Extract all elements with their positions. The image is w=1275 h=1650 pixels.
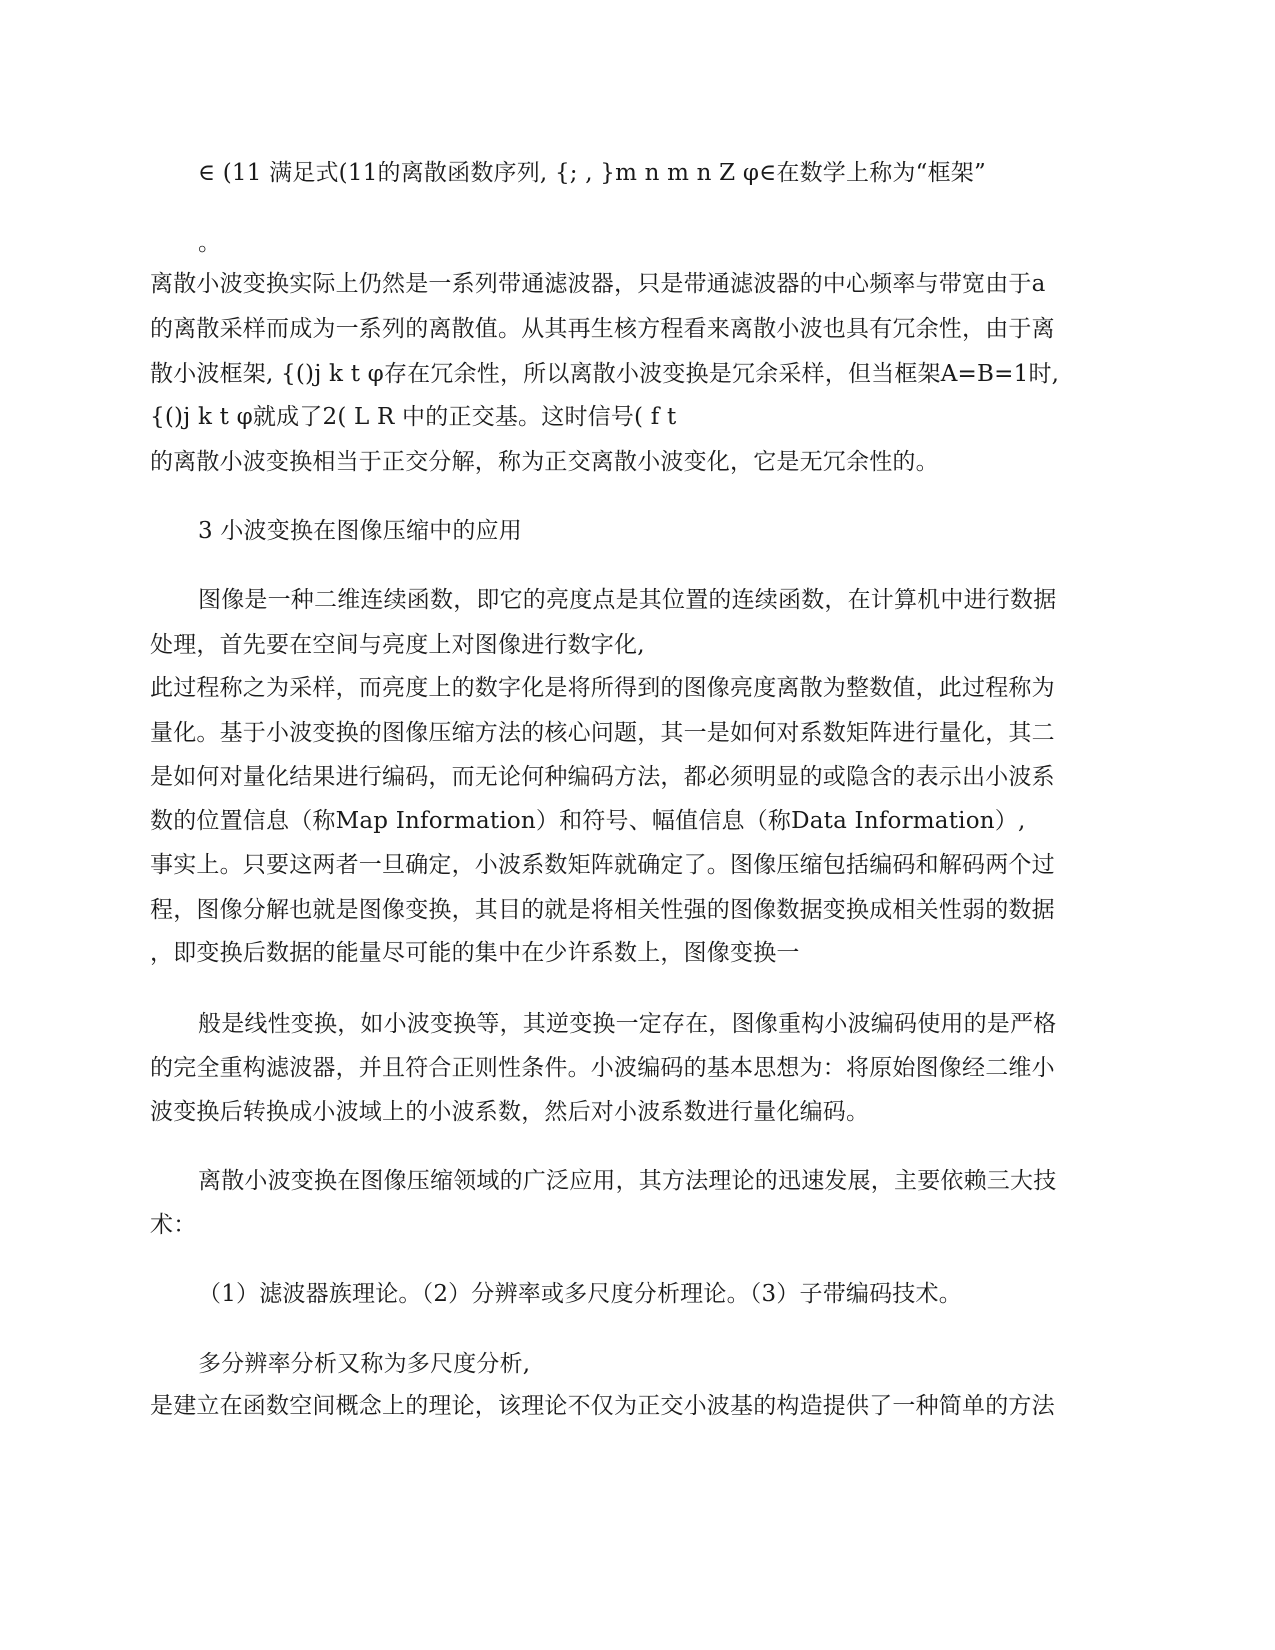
- text-line: 数的位置信息（称Map Information）和符号、幅值信息（称Data Information）,: [150, 808, 1026, 834]
- text-line: 是如何对量化结果进行编码，而无论何种编码方法，都必须明显的或隐含的表示出小波系: [150, 764, 1055, 790]
- text-line: 图像是一种二维连续函数，即它的亮度点是其位置的连续函数，在计算机中进行数据: [198, 587, 1057, 613]
- text-line: 离散小波变换实际上仍然是一系列带通滤波器，只是带通滤波器的中心频率与带宽由于a: [150, 271, 1046, 297]
- text-line: 多分辨率分析又称为多尺度分析,: [198, 1351, 531, 1377]
- text-line: 事实上。只要这两者一旦确定，小波系数矩阵就确定了。图像压缩包括编码和解码两个过: [150, 852, 1055, 878]
- text-line: 。: [198, 230, 222, 256]
- text-line: 的离散小波变换相当于正交分解，称为正交离散小波变化，它是无冗余性的。: [150, 449, 939, 475]
- text-line: 的完全重构滤波器，并且符合正则性条件。小波编码的基本思想为：将原始图像经二维小: [150, 1055, 1055, 1081]
- text-line: 离散小波变换在图像压缩领域的广泛应用，其方法理论的迅速发展，主要依赖三大技: [198, 1168, 1057, 1194]
- text-line: 的离散采样而成为一系列的离散值。从其再生核方程看来离散小波也具有冗余性，由于离: [150, 316, 1055, 342]
- text-line: 此过程称之为采样，而亮度上的数字化是将所得到的图像亮度离散为整数值，此过程称为: [150, 675, 1055, 701]
- text-line: 散小波框架, {()j k t φ存在冗余性，所以离散小波变换是冗余采样，但当框架A=B=1时,: [150, 361, 1060, 387]
- text-line: 处理，首先要在空间与亮度上对图像进行数字化,: [150, 632, 645, 658]
- text-line: ，即变换后数据的能量尽可能的集中在少许系数上，图像变换一: [150, 940, 800, 966]
- text-line: （1）滤波器族理论。（2）分辨率或多尺度分析理论。（3）子带编码技术。: [198, 1281, 962, 1307]
- text-line: 术：: [150, 1212, 197, 1238]
- text-line: 波变换后转换成小波域上的小波系数，然后对小波系数进行量化编码。: [150, 1099, 870, 1125]
- text-line: {()j k t φ就成了2( L R 中的正交基。这时信号( f t: [150, 404, 677, 430]
- text-line: 量化。基于小波变换的图像压缩方法的核心问题，其一是如何对系数矩阵进行量化，其二: [150, 720, 1055, 746]
- text-line: 是建立在函数空间概念上的理论，该理论不仅为正交小波基的构造提供了一种简单的方法: [150, 1393, 1055, 1419]
- text-line: 程，图像分解也就是图像变换，其目的就是将相关性强的图像数据变换成相关性弱的数据: [150, 897, 1055, 923]
- section-heading: 3 小波变换在图像压缩中的应用: [198, 518, 522, 544]
- text-line: 般是线性变换，如小波变换等，其逆变换一定存在，图像重构小波编码使用的是严格: [198, 1011, 1057, 1037]
- text-line: ∈ (11 满足式(11的离散函数序列, {; , }m n m n Z φ∈在数学上称为“框架”: [198, 160, 986, 186]
